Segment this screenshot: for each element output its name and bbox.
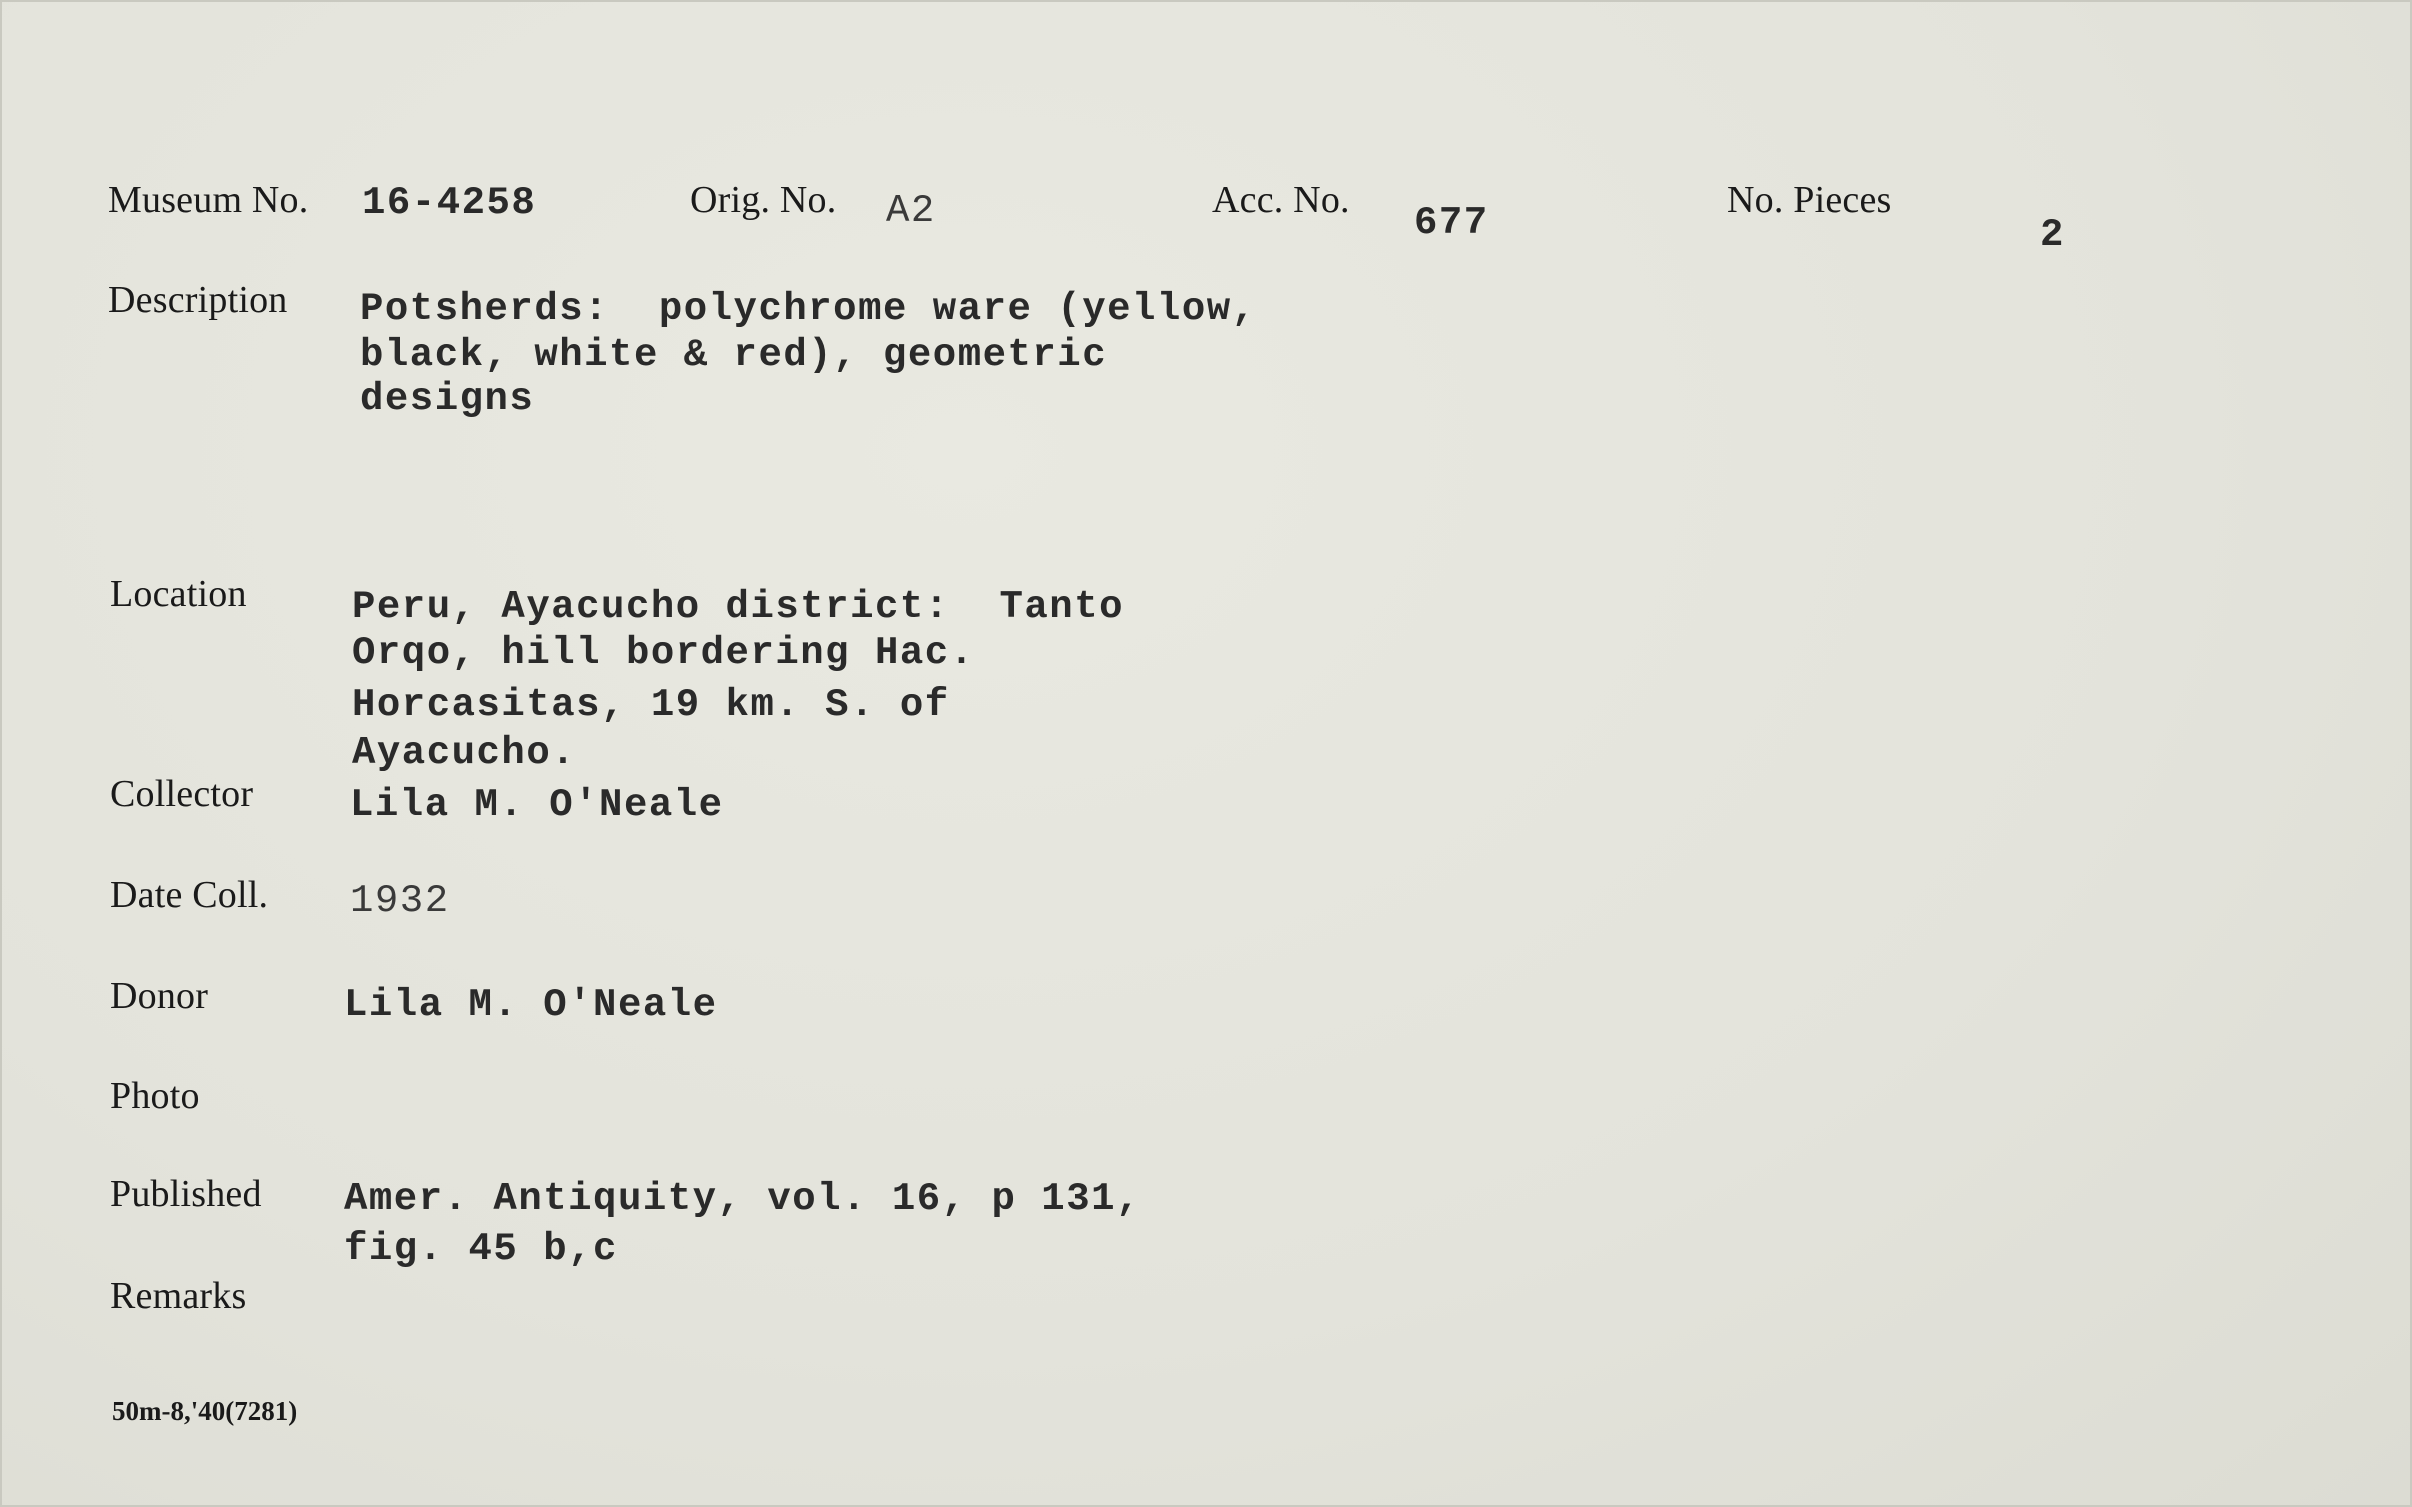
print-code: 50m-8,'40(7281) [112, 1396, 298, 1426]
date-coll-label: Date Coll. [110, 874, 269, 916]
donor-value: Lila M. O'Neale [344, 983, 718, 1027]
description-line-2: black, white & red), geometric [360, 333, 1108, 377]
orig-no-label: Orig. No. [690, 179, 837, 221]
donor-label: Donor [110, 975, 209, 1017]
location-line-4: Ayacucho. [352, 731, 577, 775]
location-line-3: Horcasitas, 19 km. S. of [352, 683, 950, 727]
description-line-3: designs [360, 377, 535, 421]
collector-label: Collector [110, 773, 254, 815]
date-coll-value: 1932 [350, 879, 450, 923]
acc-no-value: 677 [1414, 201, 1489, 245]
published-line-1: Amer. Antiquity, vol. 16, p 131, [344, 1177, 1141, 1221]
no-pieces-value: 2 [2040, 213, 2065, 257]
description-label: Description [108, 279, 288, 321]
collector-value: Lila M. O'Neale [350, 783, 724, 827]
remarks-label: Remarks [110, 1275, 247, 1317]
location-label: Location [110, 573, 247, 615]
location-line-2: Orqo, hill bordering Hac. [352, 631, 975, 675]
acc-no-label: Acc. No. [1212, 179, 1350, 221]
museum-no-label: Museum No. [108, 179, 309, 221]
photo-label: Photo [110, 1075, 200, 1117]
no-pieces-label: No. Pieces [1727, 179, 1892, 221]
published-label: Published [110, 1173, 262, 1215]
orig-no-value: A2 [886, 189, 936, 233]
location-line-1: Peru, Ayacucho district: Tanto [352, 585, 1125, 629]
published-line-2: fig. 45 b,c [344, 1227, 618, 1271]
museum-no-value: 16-4258 [362, 181, 537, 225]
description-line-1: Potsherds: polychrome ware (yellow, [360, 287, 1257, 331]
